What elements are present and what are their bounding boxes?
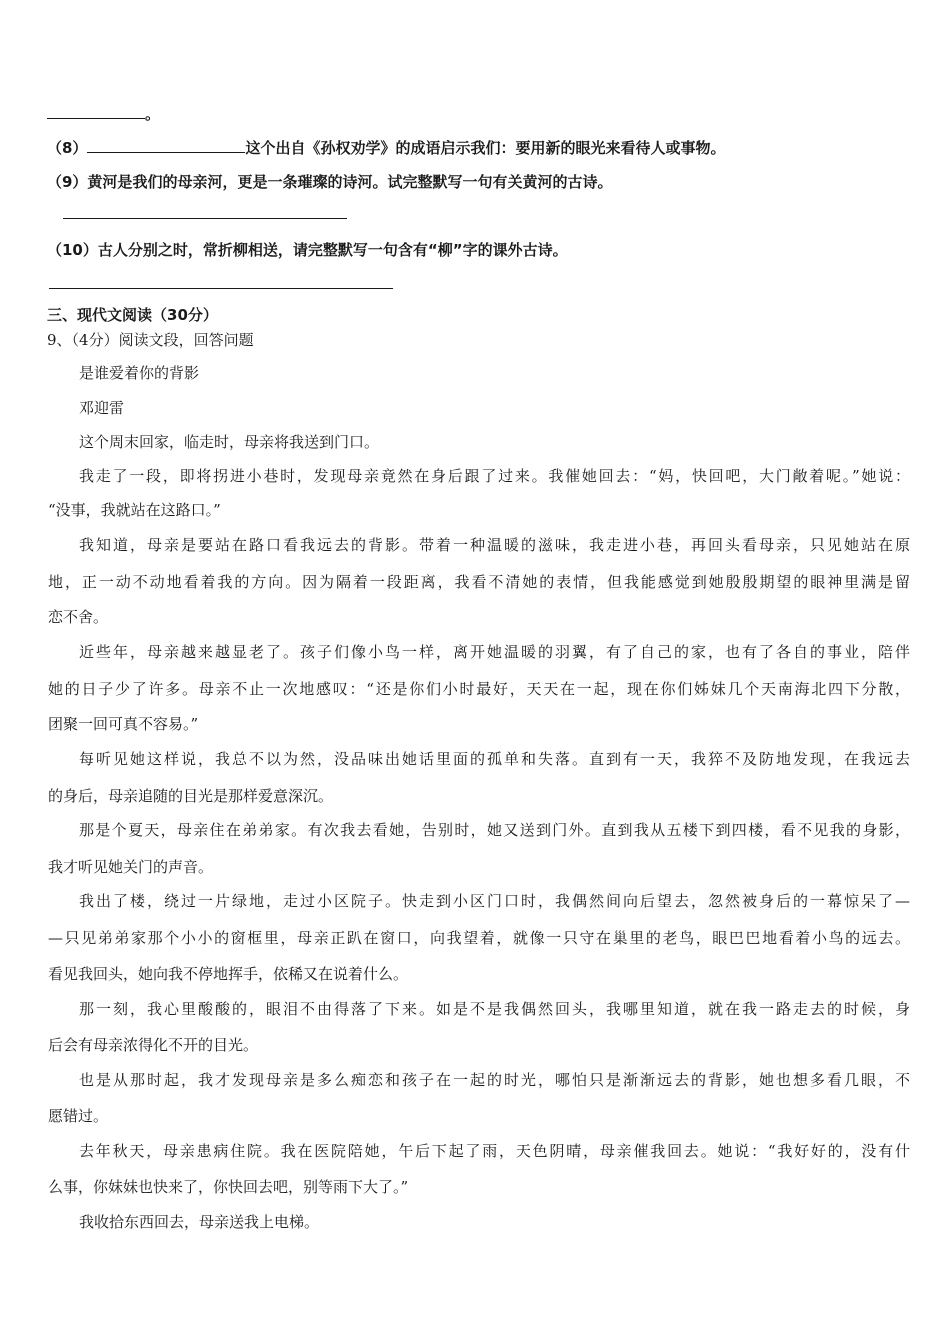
paragraph-line: 地，正一动不动地看着我的方向。因为隔着一段距离，我看不清她的表情，但我能感觉到她殷殷期望的眼神里满是留 <box>48 573 910 591</box>
paragraph-line: “没事，我就站在这路口。” <box>48 501 221 519</box>
q8-number: （8） <box>47 139 88 157</box>
paragraph-line: 那是个夏天，母亲住在弟弟家。有次我去看她，告别时，她又送到门外。直到我从五楼下到四楼，看不见我的身影， <box>79 821 910 839</box>
article-author: 邓迎雷 <box>79 399 125 417</box>
q9-text: （9）黄河是我们的母亲河，更是一条璀璨的诗河。试完整默写一句有关黄河的古诗。 <box>47 173 613 191</box>
paragraph-line: 每听见她这样说，我总不以为然，没品味出她话里面的孤单和失落。直到有一天，我猝不及防地发现，在我远去 <box>79 750 910 768</box>
paragraph-line: 我走了一段，即将拐进小巷时，发现母亲竟然在身后跟了过来。我催她回去：“妈，快回吧，大门敞着呢。”她说： <box>79 467 910 485</box>
paragraph-line: 那一刻，我心里酸酸的，眼泪不由得落了下来。如是不是我偶然回头，我哪里知道，就在我一路走去的时候，身 <box>79 1000 910 1018</box>
q7-answer-line <box>47 104 160 124</box>
question-10 <box>47 240 568 260</box>
question-9 <box>47 172 612 192</box>
paragraph-line: 恋不舍。 <box>48 608 109 626</box>
answer-line[interactable] <box>63 218 347 219</box>
article-title: 是谁爱着你的背影 <box>79 364 200 382</box>
paragraph-line: 她的日子少了许多。母亲不止一次地感叹：“还是你们小时最好，天天在一起，现在你们姊妹几个天南海北四下分散， <box>48 680 910 698</box>
paragraph-line: 近些年，母亲越来越显老了。孩子们像小鸟一样，离开她温暖的羽翼，有了自己的家，也有了各自的事业，陪伴 <box>79 643 910 661</box>
paragraph-line: 么事，你妹妹也快来了，你快回去吧，别等雨下大了。” <box>48 1178 409 1196</box>
answer-blank[interactable] <box>87 138 245 153</box>
q10-text: （10）古人分别之时，常折柳相送，请完整默写一句含有“柳”字的课外古诗。 <box>47 241 568 259</box>
paragraph-line: 这个周末回家，临走时，母亲将我送到门口。 <box>79 433 380 451</box>
paragraph-line: 去年秋天，母亲患病住院。我在医院陪她，午后下起了雨，天色阴晴，母亲催我回去。她说：“我好好的，没有什 <box>79 1142 910 1160</box>
paragraph-line: 愿错过。 <box>48 1107 109 1125</box>
paragraph-line: 后会有母亲浓得化不开的目光。 <box>48 1036 259 1054</box>
q7-tail-text: 。 <box>145 105 161 123</box>
question-number: 9、（4分）阅读文段，回答问题 <box>47 331 254 349</box>
answer-line[interactable] <box>49 288 393 289</box>
question-8 <box>47 138 725 158</box>
section-heading: 三、现代文阅读（30分） <box>47 306 218 324</box>
paragraph-line: 团聚一回可真不容易。” <box>48 715 199 733</box>
paragraph-line: 看见我回头，她向我不停地挥手，依稀又在说着什么。 <box>48 965 409 983</box>
paragraph-line: 我出了楼，绕过一片绿地，走过小区院子。快走到小区门口时，我偶然间向后望去，忽然被身后的一幕惊呆了— <box>79 892 910 910</box>
paragraph-line: 我才听见她关门的声音。 <box>48 858 214 876</box>
paragraph-line: 也是从那时起，我才发现母亲是多么痴恋和孩子在一起的时光，哪怕只是渐渐远去的背影，她也想多看几眼，不 <box>79 1071 910 1089</box>
answer-blank[interactable] <box>47 104 145 119</box>
paragraph-line: —只见弟弟家那个小小的窗框里，母亲正趴在窗口，向我望着，就像一只守在巢里的老鸟，眼巴巴地看着小鸟的远去。 <box>48 929 910 947</box>
paragraph-line: 我收拾东西回去，母亲送我上电梯。 <box>79 1213 320 1231</box>
paragraph-line: 我知道，母亲是要站在路口看我远去的背影。带着一种温暖的滋味，我走进小巷，再回头看母亲，只见她站在原 <box>79 536 910 554</box>
q8-text: 这个出自《孙权劝学》的成语启示我们：要用新的眼光来看待人或事物。 <box>245 139 726 157</box>
paragraph-line: 的身后，母亲追随的目光是那样爱意深沉。 <box>48 787 334 805</box>
